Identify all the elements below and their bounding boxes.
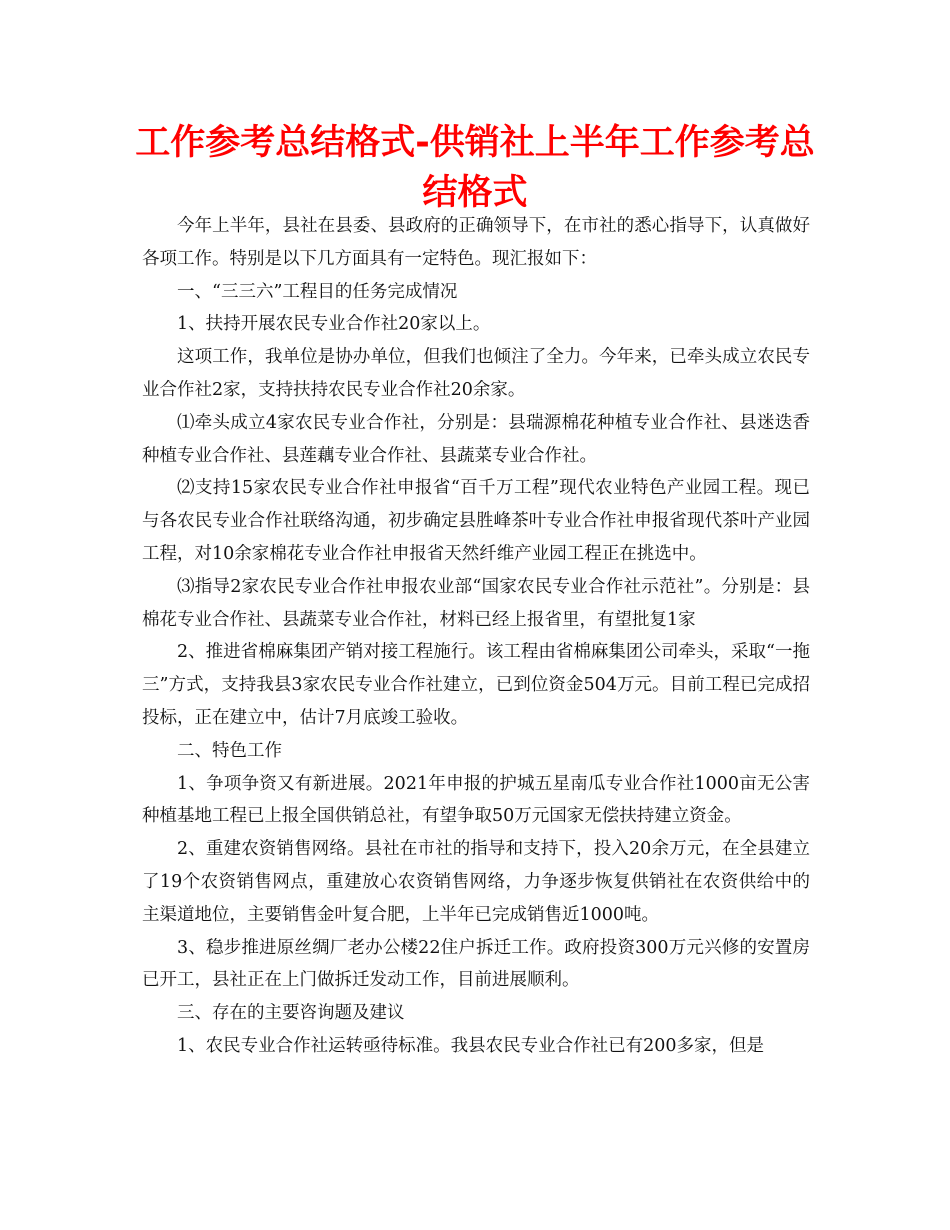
- paragraph: 1、扶持开展农民专业合作社20家以上。: [177, 314, 491, 335]
- paragraph: 2、重建农资销售网络。县社在市社的指导和支持下，投入20余万元，在全县建立了19个农资销售网点，重建放心农资销售网络，力争逐步恢复供销社在农资供给中的主渠道地位，主要销售金叶复合肥，上半年已完成销售近1000吨。: [142, 839, 810, 925]
- document-body: [142, 210, 810, 1063]
- document-title: 工作参考总结格式-供销社上半年工作参考总结格式: [135, 123, 815, 213]
- paragraph: 3、稳步推进原丝绸厂老办公楼22住户拆迁工作。政府投资300万元兴修的安置房已开工，县社正在上门做拆迁发动工作，目前进展顺利。: [142, 937, 810, 991]
- paragraph: 1、农民专业合作社运转亟待标准。我县农民专业合作社已有200多家，但是: [177, 1035, 765, 1056]
- paragraph: 1、争项争资又有新进展。2021年申报的护城五星南瓜专业合作社1000亩无公害种植基地工程已上报全国供销总社，有望争取50万元国家无偿扶持建立资金。: [142, 773, 810, 827]
- paragraph: ⑴牵头成立4家农民专业合作社，分别是：县瑞源棉花种植专业合作社、县迷迭香种植专业合作社、县莲藕专业合作社、县蔬菜专业合作社。: [142, 412, 810, 466]
- paragraph: 这项工作，我单位是协办单位，但我们也倾注了全力。今年来，已牵头成立农民专业合作社2家，支持扶持农民专业合作社20余家。: [142, 347, 810, 400]
- section-heading: 一、“三三六”工程目的任务完成情况: [177, 281, 458, 302]
- section-heading: 二、特色工作: [177, 740, 282, 761]
- paragraph: 2、推进省棉麻集团产销对接工程施行。该工程由省棉麻集团公司牵头，采取“一拖三”方式，支持我县3家农民专业合作社建立，已到位资金504万元。目前工程已完成招投标，正在建立中，估计7月底竣工验收。: [142, 642, 810, 728]
- paragraph: ⑵支持15家农民专业合作社申报省“百千万工程”现代农业特色产业园工程。现已与各农民专业合作社联络沟通，初步确定县胜峰茶叶专业合作社申报省现代茶叶产业园工程，对10余家棉花专业合作社申报省天然纤维产业园工程正在挑选中。: [142, 478, 810, 564]
- section-heading: 三、存在的主要咨询题及建议: [177, 1003, 405, 1024]
- paragraph: 今年上半年，县社在县委、县政府的正确领导下，在市社的悉心指导下，认真做好各项工作。特别是以下几方面具有一定特色。现汇报如下：: [142, 216, 810, 269]
- paragraph: ⑶指导2家农民专业合作社申报农业部“国家农民专业合作社示范社”。分别是：县棉花专业合作社、县蔬菜专业合作社，材料已经上报省里，有望批复1家: [142, 576, 810, 630]
